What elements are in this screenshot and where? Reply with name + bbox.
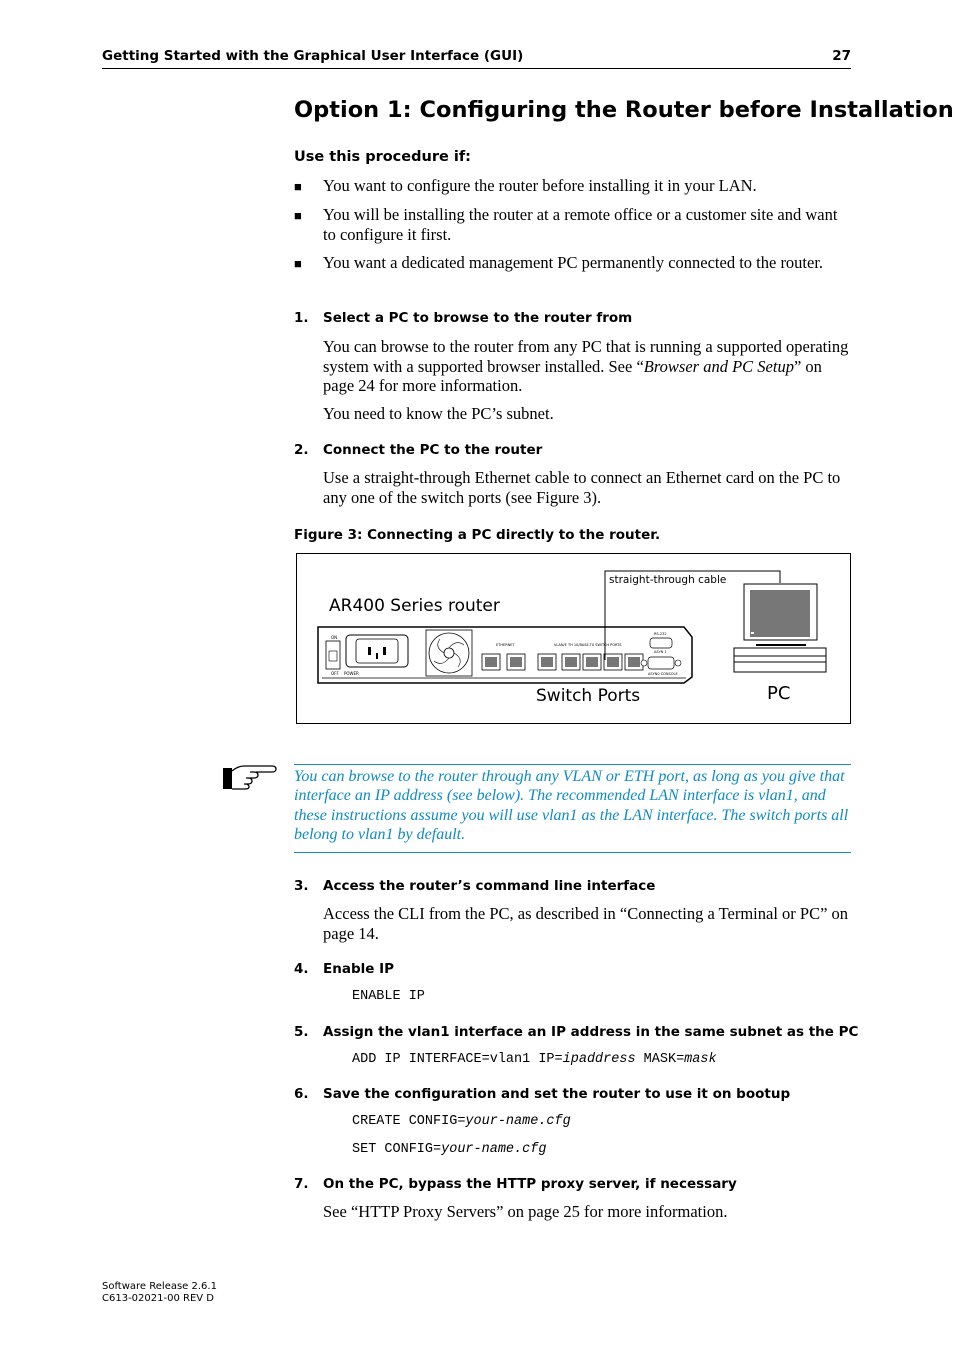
step-number: 2. — [294, 442, 309, 458]
bullet-marker: ■ — [294, 179, 302, 194]
cable-label: straight-through cable — [609, 574, 727, 586]
command-text: SET CONFIG= — [352, 1142, 442, 1157]
figure-caption: Figure 3: Connecting a PC directly to the router. — [294, 527, 661, 543]
panel-label-rs232: RS-232 — [654, 632, 667, 636]
step-title: On the PC, bypass the HTTP proxy server, if necessary — [323, 1176, 737, 1192]
footer — [102, 1281, 217, 1305]
switch-ports — [538, 654, 643, 670]
bullet-item: You want to configure the router before installing it in your LAN. — [323, 176, 757, 195]
command-parameter: your-name.cfg — [441, 1142, 547, 1157]
running-header-title: Getting Started with the Graphical User Interface (GUI) — [102, 48, 524, 64]
note-rule-bottom — [294, 852, 851, 853]
step-title: Enable IP — [323, 961, 395, 977]
step-paragraph — [323, 337, 851, 396]
step-number: 7. — [294, 1176, 309, 1192]
router-connection-diagram — [296, 553, 851, 724]
panel-label-power: POWER — [344, 671, 359, 676]
command-text: CREATE CONFIG= — [352, 1114, 466, 1129]
serial-port-icon — [650, 638, 672, 648]
step-number: 3. — [294, 878, 309, 894]
panel-label-on: ON — [331, 635, 338, 640]
pc-label: PC — [767, 683, 791, 704]
bullet-marker: ■ — [294, 256, 302, 271]
command-parameter: mask — [684, 1052, 717, 1067]
step-paragraph: Use a straight-through Ethernet cable to connect an Ethernet card on the PC to any one of the switch ports (see Figure 3). — [323, 468, 841, 507]
pc-computer-icon — [734, 584, 826, 672]
note-rule-top — [294, 764, 851, 765]
fan-icon — [426, 630, 472, 676]
step-number: 6. — [294, 1086, 309, 1102]
bullet-marker: ■ — [294, 208, 302, 223]
bullet-item: You want a dedicated management PC permanently connected to the router. — [323, 253, 824, 272]
panel-label-ethernet: ETHERNET — [496, 643, 515, 647]
switch-ports-label: Switch Ports — [536, 686, 641, 706]
step-number: 1. — [294, 310, 309, 326]
footer-doc-number: C613-02021-00 REV D — [102, 1293, 214, 1304]
cross-reference: Browser and PC Setup — [643, 356, 794, 376]
command-parameter: your-name.cfg — [465, 1114, 571, 1129]
step-title: Select a PC to browse to the router from — [323, 310, 633, 326]
note-text: You can browse to the router through any VLAN or ETH port, as long as you give that interface an IP address (see below). The recommended LAN interface is vlan1, and these instructions assume you will use vlan1 as the LAN interface. The switch ports all belong to vlan1 by default. — [294, 768, 849, 844]
command-text: MASK= — [635, 1052, 685, 1067]
step-title: Save the configuration and set the router to use it on bootup — [323, 1086, 791, 1102]
step-text: ” on page 24 for more information. — [323, 356, 822, 395]
step-title: Access the router’s command line interface — [323, 878, 656, 894]
panel-label-console: ASYN0 CONSOLE — [648, 672, 678, 676]
section-title: Option 1: Configuring the Router before Installation — [294, 97, 954, 123]
bullet-item: You will be installing the router at a remote office or a customer site and want to configure it first. — [323, 205, 838, 244]
panel-label-async: ASYN 1 — [654, 650, 667, 654]
procedure-subheading: Use this procedure if: — [294, 149, 471, 165]
command-line — [352, 1142, 546, 1157]
command-line — [352, 1114, 571, 1129]
page-number: 27 — [832, 48, 851, 64]
command-text: ADD IP INTERFACE=vlan1 IP= — [352, 1052, 563, 1067]
step-text: You can browse to the router from any PC that is running a supported operating system with a supported browser installed. See “ — [323, 337, 849, 376]
step-paragraph: See “HTTP Proxy Servers” on page 25 for more information. — [323, 1202, 728, 1221]
command-line — [352, 1052, 717, 1067]
step-number: 5. — [294, 1024, 309, 1040]
command-line: ENABLE IP — [352, 989, 425, 1004]
step-title: Connect the PC to the router — [323, 442, 543, 458]
router-label: AR400 Series router — [329, 596, 500, 616]
console-port-icon — [648, 657, 674, 669]
pointing-hand-icon — [222, 760, 278, 792]
header-rule — [102, 68, 851, 69]
panel-label-switch-ports: VLAN/E TH 10/BASE-TX SWITCH PORTS — [554, 643, 622, 647]
step-title: Assign the vlan1 interface an IP address in the same subnet as the PC — [323, 1024, 859, 1040]
footer-release: Software Release 2.6.1 — [102, 1281, 217, 1292]
command-parameter: ipaddress — [562, 1052, 636, 1067]
step-paragraph: Access the CLI from the PC, as described in “Connecting a Terminal or PC” on page 14. — [323, 904, 849, 943]
step-paragraph: You need to know the PC’s subnet. — [323, 404, 554, 423]
router-front-panel — [318, 627, 692, 683]
panel-label-off: OFF — [331, 671, 339, 676]
step-number: 4. — [294, 961, 309, 977]
